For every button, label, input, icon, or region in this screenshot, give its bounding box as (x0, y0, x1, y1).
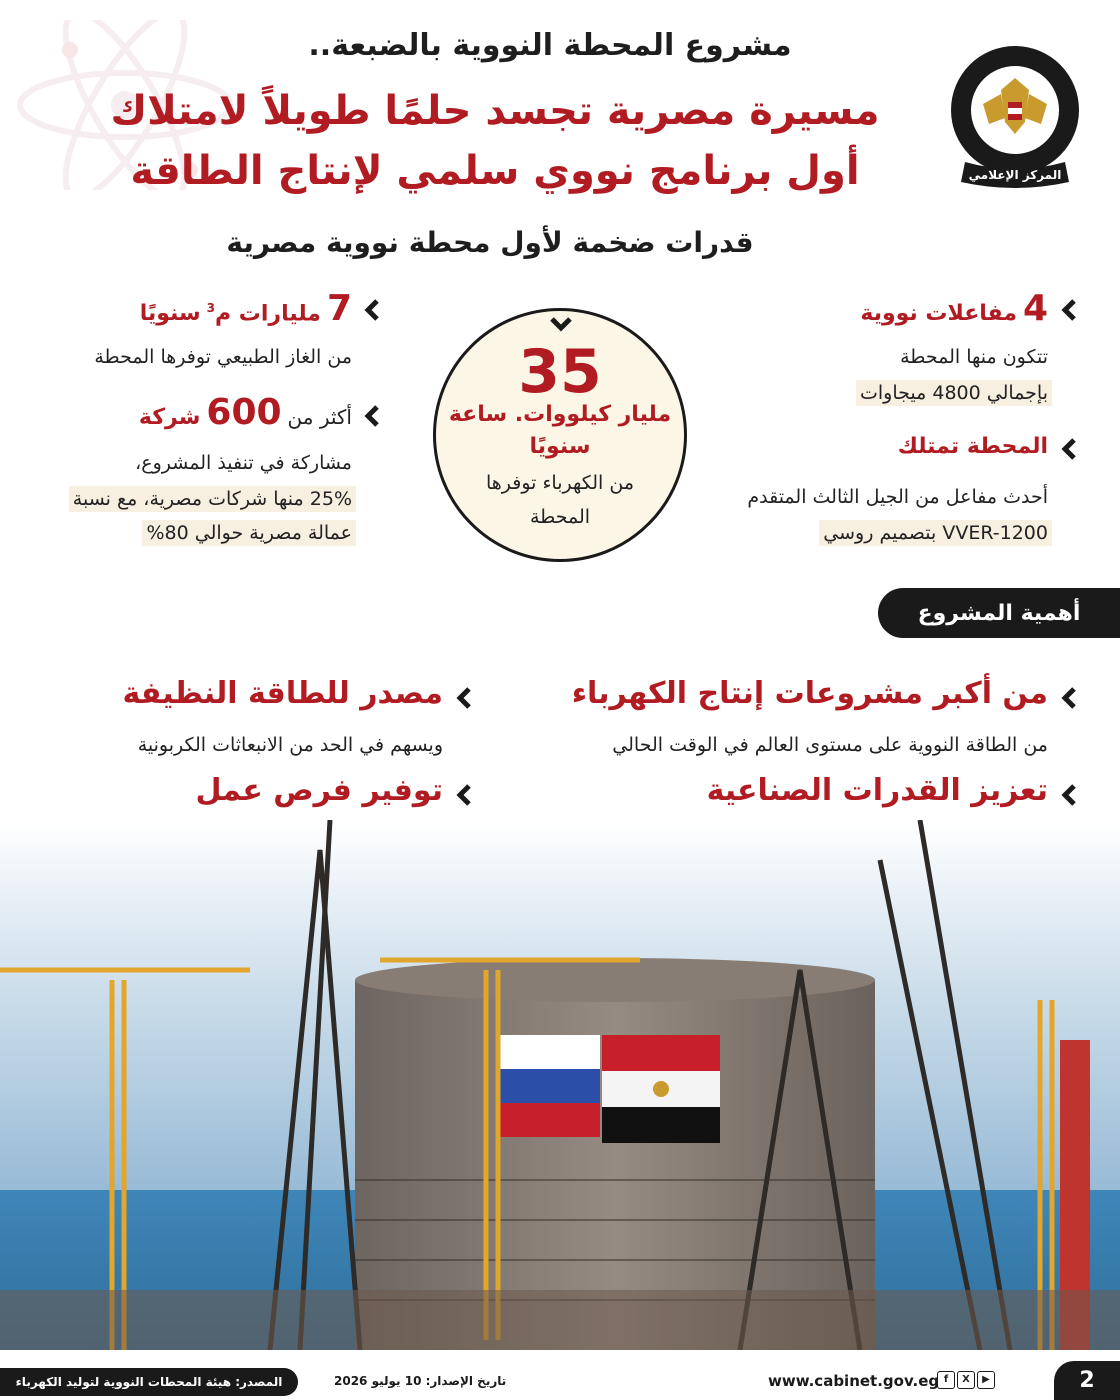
source-label: المصدر: هيئة المحطات النووية لتوليد الكهرباء (0, 1368, 298, 1396)
construction-site-photo (0, 820, 1120, 1350)
gas-label: مليارات م$^3$ (206, 300, 321, 326)
companies-line1: مشاركة في تنفيذ المشروع، (135, 452, 352, 474)
page-number-badge: 2 (1054, 1361, 1120, 1400)
importance-item-title: مصدر للطاقة النظيفة (122, 676, 443, 711)
importance-section-label: أهمية المشروع (878, 588, 1120, 638)
reactors-label: مفاعلات نووية (860, 301, 1017, 326)
importance-item-desc: ويسهم في الحد من الانبعاثات الكربونية (137, 734, 443, 756)
chevron-left-icon (363, 404, 385, 428)
center-desc-line2: المحطة (529, 506, 591, 528)
gas-line1: من الغاز الطبيعي توفرها المحطة (94, 346, 352, 368)
chevron-left-icon (1060, 437, 1082, 461)
issue-date: تاريخ الإصدار: 10 يوليو 2026 (334, 1374, 507, 1388)
center-desc-line1: من الكهرباء توفرها (485, 472, 634, 494)
owns-label: المحطة تمتلك (897, 434, 1048, 459)
companies-heading (139, 392, 352, 433)
companies-label: شركة (138, 405, 201, 430)
logo-banner-text: المركز الإعلامي (968, 168, 1062, 182)
page-kicker: مشروع المحطة النووية بالضبعة.. (308, 28, 792, 63)
center-unit-line1: مليار كيلووات. ساعة (448, 402, 672, 427)
chevron-left-icon (1060, 298, 1082, 322)
owns-heading (898, 434, 1048, 459)
companies-line3: عمالة مصرية حوالي 80% (142, 520, 356, 546)
chevron-left-icon (455, 686, 477, 710)
reactors-line2: بإجمالي 4800 ميجاوات (856, 380, 1052, 406)
center-number: 35 (518, 337, 602, 407)
owns-line2: VVER-1200 بتصميم روسي (819, 520, 1052, 546)
gas-heading (140, 288, 352, 329)
companies-line2: 25% منها شركات مصرية، مع نسبة (69, 486, 356, 512)
importance-item-desc: من الطاقة النووية على مستوى العالم في الوقت الحالي (612, 734, 1048, 756)
importance-item-title: تعزيز القدرات الصناعية (706, 773, 1048, 808)
reactors-number: 4 (1022, 288, 1048, 329)
chevron-left-icon (455, 783, 477, 807)
x-icon[interactable]: X (957, 1371, 975, 1389)
gas-number: 7 (326, 288, 352, 329)
chevron-down-icon (549, 314, 573, 334)
reactors-heading (860, 288, 1048, 329)
center-unit-line2: سنويًا (529, 434, 591, 459)
companies-prefix: أكثر من (287, 405, 352, 429)
website-link[interactable]: www.cabinet.gov.eg (768, 1372, 940, 1390)
importance-item-title: توفير فرص عمل (195, 773, 443, 808)
page-title-line1: مسيرة مصرية تجسد حلمًا طويلاً لامتلاك (110, 88, 880, 134)
facebook-icon[interactable]: f (937, 1371, 955, 1389)
importance-item-title: من أكبر مشروعات إنتاج الكهرباء (571, 676, 1048, 711)
chevron-left-icon (1060, 686, 1082, 710)
companies-number: 600 (206, 392, 282, 433)
chevron-left-icon (363, 298, 385, 322)
page-subtitle: قدرات ضخمة لأول محطة نووية مصرية (226, 226, 754, 259)
gas-label-end: سنويًا (139, 301, 201, 326)
reactors-line1: تتكون منها المحطة (900, 346, 1048, 368)
page-title-line2: أول برنامج نووي سلمي لإنتاج الطاقة (130, 148, 860, 194)
owns-line1: أحدث مفاعل من الجيل الثالث المتقدم (747, 486, 1048, 508)
youtube-icon[interactable]: ▶ (977, 1371, 995, 1389)
chevron-left-icon (1060, 783, 1082, 807)
